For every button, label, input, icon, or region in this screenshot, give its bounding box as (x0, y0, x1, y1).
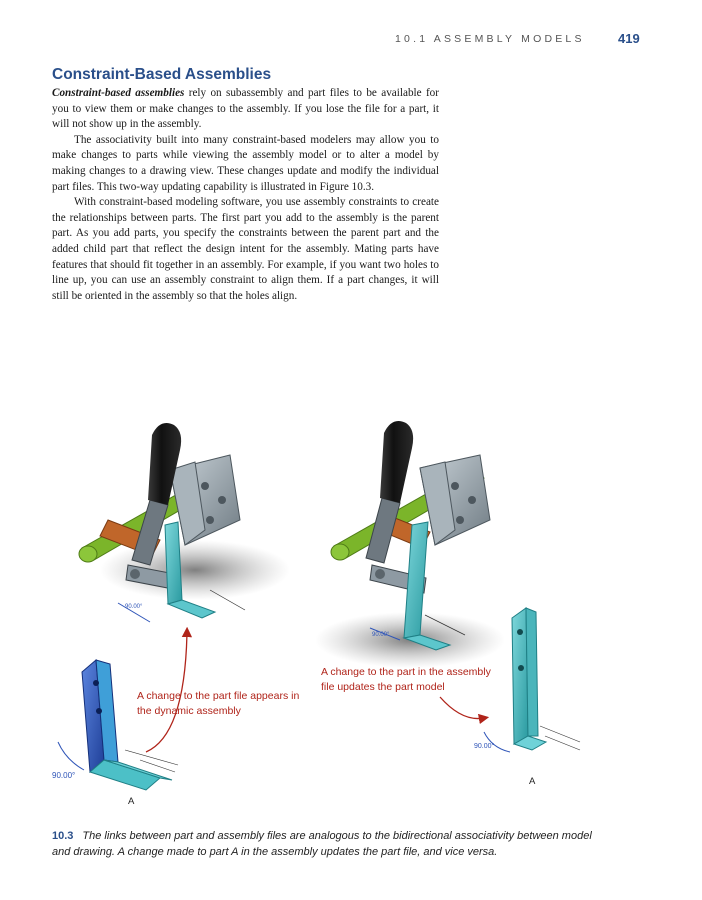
paragraph-1-text: rely on subassembly and part files to be available for you to view them or make changes to the assembly. If you lose the file for a part, it will not show up in the assembly. (52, 87, 439, 131)
figure-10-3-illustration (0, 400, 702, 820)
figure-caption (52, 829, 612, 860)
paragraph-1 (52, 86, 439, 133)
callout-left: A change to the part file appears in the dynamic assembly (137, 690, 300, 717)
paragraph-2: The associativity built into many constraint-based modelers may allow you to make changes to parts while viewing the assembly model or to alter a model by making changes to a drawing view. These changes update and modify the individual part files. This two-way updating capability is illustrated in Figure 10.3. (52, 133, 439, 193)
angle-label-right: 90.00° (474, 743, 495, 750)
callout-arrow-right (440, 697, 484, 719)
paragraph-3: With constraint-based modeling software, you use assembly constraints to create the relationships between parts. The first part you add to the assembly is the parent part. As you add parts, you specify the constraints between the parent part and the added child part that reflect the design intent for the assembly. Mating parts have features that should fit together in an assembly. For example, if you want two holes to line up, you can use an assembly constraint to align them. If a part changes, it will still be oriented in the assembly so that the holes align. (52, 196, 439, 302)
page-number: 419 (618, 31, 640, 46)
svg-text:90.00°: 90.00° (372, 632, 390, 638)
svg-text:90.00°: 90.00° (125, 604, 143, 610)
left-part-a-model (58, 660, 178, 790)
section-title: Constraint-Based Assemblies (52, 66, 272, 83)
part-label-right: A (529, 776, 536, 787)
caption-text: The links between part and assembly files are analogous to the bidirectional associativity between model and drawing. A change made to part A in the assembly updates the part file, and vice versa. (52, 830, 592, 858)
key-term: Constraint-based assemblies (52, 87, 185, 99)
figure-number: 10.3 (52, 830, 74, 842)
callout-right: A change to the part in the assembly file updates the part model (321, 666, 491, 693)
body-text (52, 86, 439, 304)
angle-label-left: 90.00° (52, 771, 76, 780)
part-label-left: A (128, 796, 135, 807)
right-assembly-model (315, 421, 505, 668)
left-assembly-model (79, 423, 290, 622)
running-head: 10.1 ASSEMBLY MODELS (395, 33, 585, 45)
